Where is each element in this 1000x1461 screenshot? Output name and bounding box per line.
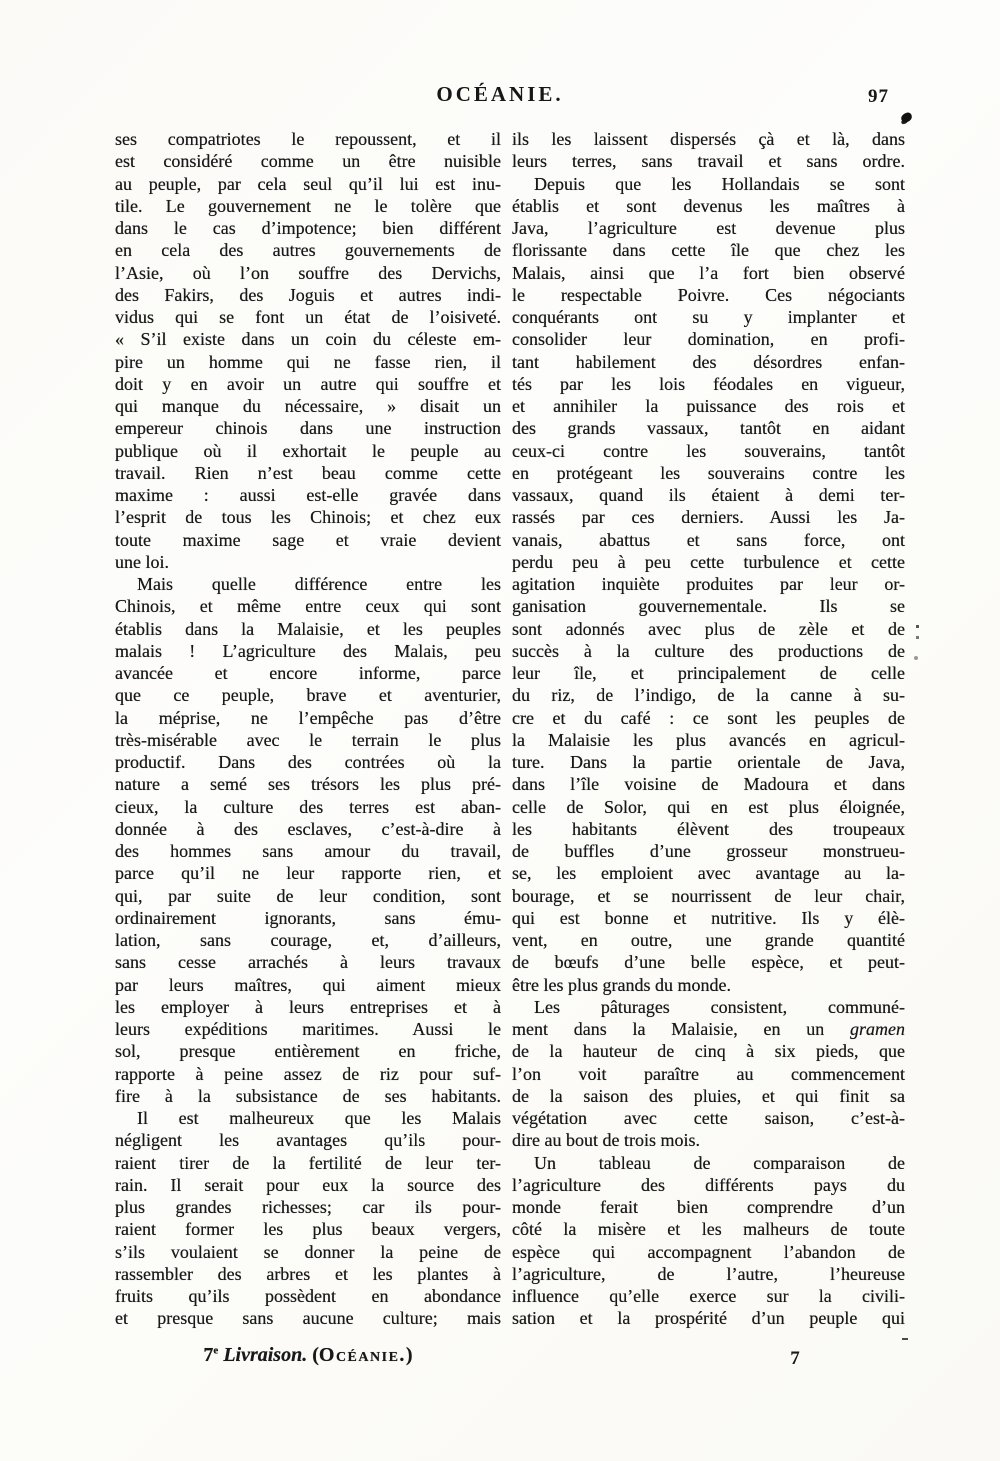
text-line	[115, 1174, 501, 1196]
text-line	[512, 306, 905, 328]
text: maxime : aussi est-elle gravée dans	[115, 485, 501, 505]
text-line	[512, 551, 905, 573]
text-line	[115, 1018, 501, 1040]
text: se, les emploient avec avantage au la-	[512, 863, 905, 884]
text: avancée et encore informe, parce	[115, 663, 501, 683]
text-line	[512, 684, 905, 706]
text-line	[115, 1107, 501, 1129]
text-line	[512, 1063, 905, 1085]
text: espèce qui accompagnent l’abandon de	[512, 1241, 905, 1262]
text-line	[512, 395, 905, 417]
text-line	[115, 662, 501, 684]
text-line	[512, 239, 905, 261]
text: conquérants ont su y implanter et	[512, 307, 905, 327]
text-line	[512, 484, 905, 506]
text: perdu peu à peu cette turbulence et cette	[512, 551, 905, 572]
text: de la hauteur de cinq à six pieds, que	[512, 1041, 905, 1062]
text-line	[115, 595, 501, 617]
text: Chinois, et même entre ceux qui sont	[115, 596, 501, 617]
text: est considéré comme un être nuisible	[115, 151, 501, 172]
text-line	[115, 951, 501, 973]
text: ment dans la Malaisie, en un	[512, 1019, 850, 1039]
text: qui est bonne et nutritive. Ils y élè-	[512, 907, 905, 928]
text-line	[512, 1241, 905, 1263]
text: dire au bout de trois mois.	[512, 1130, 700, 1151]
text: au peuple, par cela seul qu’il lui est inu-	[115, 173, 501, 194]
text: très-misérable avec le terrain le plus	[115, 729, 501, 750]
text: s’ils voulaient se donner la peine de	[115, 1241, 501, 1262]
text-line	[115, 506, 501, 528]
text: (	[307, 1344, 319, 1366]
text: fruits qu’ils possèdent en abondance	[115, 1286, 501, 1306]
text-line	[512, 529, 905, 551]
text-line	[115, 417, 501, 439]
text-line	[512, 885, 905, 907]
text: rassembler des arbres et les plantes à	[115, 1263, 501, 1284]
text: une loi.	[115, 551, 169, 572]
margin-speck	[914, 656, 918, 660]
text-line	[115, 150, 501, 172]
text: lation, sans courage, et, d’ailleurs,	[115, 930, 501, 950]
text: les employer à leurs entreprises et à	[115, 996, 501, 1017]
text: parce qu’il ne leur rapporte rien, et	[115, 863, 501, 884]
italic-text: gramen	[850, 1019, 905, 1039]
text: dans l’île voisine de Madoura et dans	[512, 774, 905, 795]
text-line	[115, 484, 501, 506]
sup-text: e	[213, 1344, 219, 1357]
text: des grands vassaux, tantôt en aidant	[512, 418, 905, 439]
text: et presque sans aucune culture; mais	[115, 1308, 501, 1329]
text-line	[115, 1196, 501, 1218]
text-line	[512, 150, 905, 172]
text-line	[512, 773, 905, 795]
text-column-left	[115, 128, 501, 1330]
page-number: 97	[868, 86, 889, 107]
text: établis et sont devenus les maîtres à	[512, 195, 905, 216]
text: de bœufs d’une belle espèce, et peut-	[512, 952, 905, 973]
text-line	[512, 729, 905, 751]
text-line	[115, 440, 501, 462]
text: l’esprit de tous les Chinois; et chez eux	[115, 507, 501, 528]
text: sont adonnés avec plus de zèle et de	[512, 618, 905, 639]
text: établis dans la Malaisie, et les peuples	[115, 618, 501, 639]
text: l’agriculture, de l’autre, l’heureuse	[512, 1263, 905, 1284]
text-line	[512, 462, 905, 484]
text: Java, l’agriculture est devenue plus	[512, 218, 905, 238]
text: l’agriculture des différents pays du	[512, 1174, 905, 1195]
text: cre et du café : ce sont les peuples de	[512, 707, 905, 728]
text: plus grandes richesses; car ils pour-	[115, 1197, 501, 1217]
text: agitation inquiète produites par leur or-	[512, 574, 905, 594]
text: raient tirer de la fertilité de leur ter-	[115, 1152, 501, 1173]
ink-blot	[900, 112, 913, 124]
text: ordinairement ignorants, sans ému-	[115, 907, 501, 928]
text: ses compatriotes le repoussent, et il	[115, 129, 501, 149]
text-line	[512, 1263, 905, 1285]
text: ture. Dans la partie orientale de Java,	[512, 752, 905, 772]
text-line	[115, 840, 501, 862]
text-line	[115, 640, 501, 662]
text: tés par les lois féodales en vigueur,	[512, 373, 905, 394]
text-line	[115, 707, 501, 729]
text-line	[512, 173, 905, 195]
text-line	[115, 573, 501, 595]
text: leurs expéditions maritimes. Aussi le	[115, 1019, 501, 1039]
text-line	[512, 284, 905, 306]
text: qui, par suite de leur condition, sont	[115, 885, 501, 906]
text-line	[115, 239, 501, 261]
text: sation et la prospérité d’un peuple qui	[512, 1308, 905, 1329]
text: tant habilement des désordres enfan-	[512, 351, 905, 372]
text: vent, en outre, une grande quantité	[512, 930, 905, 950]
text-line	[115, 1063, 501, 1085]
text: tile. Le gouvernement ne le tolère que	[115, 195, 501, 216]
text-line	[512, 751, 905, 773]
text-line	[512, 440, 905, 462]
text: celle de Solor, qui en est plus éloignée,	[512, 796, 905, 817]
text-line	[115, 395, 501, 417]
text-line	[512, 1152, 905, 1174]
text-line	[115, 1241, 501, 1263]
text: monde ferait bien comprendre d’un	[512, 1197, 905, 1217]
text-line	[512, 974, 905, 996]
text-line	[115, 1040, 501, 1062]
text: l’Asie, où l’on souffre des Dervichs,	[115, 262, 501, 283]
text-line	[512, 195, 905, 217]
text: consolider leur domination, en profi-	[512, 329, 905, 350]
text: florissante dans cette île que chez les	[512, 240, 905, 261]
smallcaps-text: Océanie.	[318, 1344, 406, 1366]
text-line	[512, 662, 905, 684]
text: influence qu’elle exerce sur la civili-	[512, 1286, 905, 1306]
text-line	[115, 618, 501, 640]
text: négligent les avantages qu’ils pour-	[115, 1130, 501, 1151]
text: succès à la culture des productions de	[512, 640, 905, 661]
text: )	[405, 1344, 413, 1366]
text: en cela des autres gouvernements de	[115, 240, 501, 261]
text: leurs terres, sans travail et sans ordre.	[512, 151, 905, 172]
text-line	[115, 929, 501, 951]
text-line	[115, 173, 501, 195]
text-line	[512, 262, 905, 284]
text: végétation avec cette saison, c’est-à-	[512, 1108, 905, 1128]
text-line	[115, 1085, 501, 1107]
text: travail. Rien n’est beau comme cette	[115, 462, 501, 483]
text: empereur chinois dans une instruction	[115, 418, 501, 439]
text: que ce peuple, brave et aventurier,	[115, 685, 501, 706]
text-line	[115, 1285, 501, 1307]
text: Les pâturages consistent, communé-	[534, 996, 905, 1017]
margin-speck	[902, 1338, 908, 1340]
text-line	[512, 1018, 905, 1040]
text-line	[115, 217, 501, 239]
text: par leurs maîtres, qui aiment mieux	[115, 974, 501, 995]
margin-speck	[916, 625, 919, 639]
text: fire à la subsistance de ses habitants.	[115, 1085, 501, 1106]
running-head-title: OCÉANIE.	[436, 82, 564, 106]
text: sans cesse arrachés à leurs travaux	[115, 952, 501, 973]
text: 7	[203, 1344, 214, 1366]
text: « S’il existe dans un coin du céleste em-	[115, 329, 501, 350]
text-line	[512, 595, 905, 617]
text-line	[512, 1307, 905, 1329]
text: en protégeant les souverains contre les	[512, 462, 905, 483]
text-line	[512, 862, 905, 884]
text-line	[115, 284, 501, 306]
text-line	[115, 1307, 501, 1329]
text-line	[512, 417, 905, 439]
text-line	[115, 796, 501, 818]
text: rapporte à peine assez de riz pour suf-	[115, 1063, 501, 1084]
text: rassés par ces derniers. Aussi les Ja-	[512, 507, 905, 528]
text: côté la misère et les malheurs de toute	[512, 1219, 905, 1240]
text-line	[115, 551, 501, 573]
text: vassaux, quand ils étaient à demi ter-	[512, 485, 905, 505]
text-line	[512, 128, 905, 150]
text: du riz, de l’indigo, de la canne à su-	[512, 685, 905, 706]
text-line	[512, 373, 905, 395]
text-line	[115, 1152, 501, 1174]
text-line	[512, 840, 905, 862]
text-line	[512, 506, 905, 528]
text-line	[512, 929, 905, 951]
text: le respectable Poivre. Ces négociants	[512, 284, 905, 305]
text-line	[115, 684, 501, 706]
text: des hommes sans amour du travail,	[115, 841, 501, 861]
text: vanais, abattus et sans force, ont	[512, 529, 905, 550]
text-line	[512, 1107, 905, 1129]
text: Il est malheureux que les Malais	[137, 1108, 501, 1128]
text: Un tableau de comparaison de	[534, 1152, 905, 1173]
text-line	[512, 351, 905, 373]
text: la méprise, ne l’empêche pas d’être	[115, 707, 501, 728]
text-line	[512, 1218, 905, 1240]
text-line	[115, 262, 501, 284]
text: donnée à des esclaves, c’est-à-dire à	[115, 818, 501, 839]
text: malais ! L’agriculture des Malais, peu	[115, 640, 501, 661]
footer-signature-line	[115, 1344, 501, 1367]
text-line	[115, 729, 501, 751]
text: être les plus grands du monde.	[512, 974, 731, 995]
text: de buffles d’une grosseur monstrueu-	[512, 841, 905, 861]
text-line	[512, 1129, 905, 1151]
text: vidus qui se font un état de l’oisiveté.	[115, 307, 501, 327]
text-line	[512, 618, 905, 640]
text: pire un homme qui ne fasse rien, il	[115, 351, 501, 372]
text-line	[512, 951, 905, 973]
text: raient former les plus beaux vergers,	[115, 1219, 501, 1240]
text-line	[115, 195, 501, 217]
italic-text: Livraison.	[223, 1344, 308, 1366]
text: Mais quelle différence entre les	[137, 574, 501, 594]
text: publique où il exhortait le peuple au	[115, 440, 501, 461]
text: l’on voit paraître au commencement	[512, 1063, 905, 1084]
text: toute maxime sage et vraie devient	[115, 529, 501, 550]
text-line	[512, 1040, 905, 1062]
text: ceux-ci contre les souverains, tantôt	[512, 440, 905, 461]
text-line	[512, 573, 905, 595]
text-line	[115, 751, 501, 773]
text-line	[115, 885, 501, 907]
text: cieux, la culture des terres est aban-	[115, 796, 501, 817]
text-line	[512, 1085, 905, 1107]
text: productif. Dans des contrées où la	[115, 752, 501, 772]
text: des Fakirs, des Joguis et autres indi-	[115, 284, 501, 305]
text-line	[512, 328, 905, 350]
text-line	[512, 1196, 905, 1218]
text-line	[512, 707, 905, 729]
footer-gathering-number: 7	[790, 1348, 800, 1369]
text: la Malaisie les plus avancés en agricul-	[512, 729, 905, 750]
text: ils les laissent dispersés çà et là, dans	[512, 129, 905, 149]
text-line	[115, 1263, 501, 1285]
text: qui manque du nécessaire, » disait un	[115, 396, 501, 416]
text: bourage, et se nourrissent de leur chair,	[512, 885, 905, 906]
text-line	[512, 818, 905, 840]
text-line	[115, 328, 501, 350]
text-line	[115, 996, 501, 1018]
text-line	[512, 217, 905, 239]
text-line	[512, 640, 905, 662]
text: rain. Il serait pour eux la source des	[115, 1174, 501, 1195]
text: sol, presque entièrement en friche,	[115, 1041, 501, 1062]
text-line	[115, 1129, 501, 1151]
text-line	[115, 818, 501, 840]
text: et annihiler la puissance des rois et	[512, 396, 905, 416]
text: de la saison des pluies, et qui finit sa	[512, 1085, 905, 1106]
text: ganisation gouvernementale. Ils se	[512, 596, 905, 617]
text-line	[115, 306, 501, 328]
text-line	[115, 373, 501, 395]
text: Malais, ainsi que l’a fort bien observé	[512, 262, 905, 283]
text-line	[512, 796, 905, 818]
text-line	[512, 996, 905, 1018]
text: leur île, et principalement de celle	[512, 663, 905, 683]
text-column-right	[512, 128, 905, 1330]
text: nature a semé ses trésors les plus pré-	[115, 774, 501, 795]
text: les habitants élèvent des troupeaux	[512, 818, 905, 839]
text-line	[512, 1174, 905, 1196]
text-line	[512, 907, 905, 929]
text: doit y en avoir un autre qui souffre et	[115, 373, 501, 394]
text-line	[115, 529, 501, 551]
text-line	[115, 862, 501, 884]
text-line	[115, 773, 501, 795]
text-line	[115, 907, 501, 929]
text-line	[115, 974, 501, 996]
text: dans le cas d’impotence; bien différent	[115, 218, 501, 238]
text-line	[512, 1285, 905, 1307]
text: Depuis que les Hollandais se sont	[534, 173, 905, 194]
text-line	[115, 128, 501, 150]
text-line	[115, 462, 501, 484]
text-line	[115, 351, 501, 373]
text-line	[115, 1218, 501, 1240]
